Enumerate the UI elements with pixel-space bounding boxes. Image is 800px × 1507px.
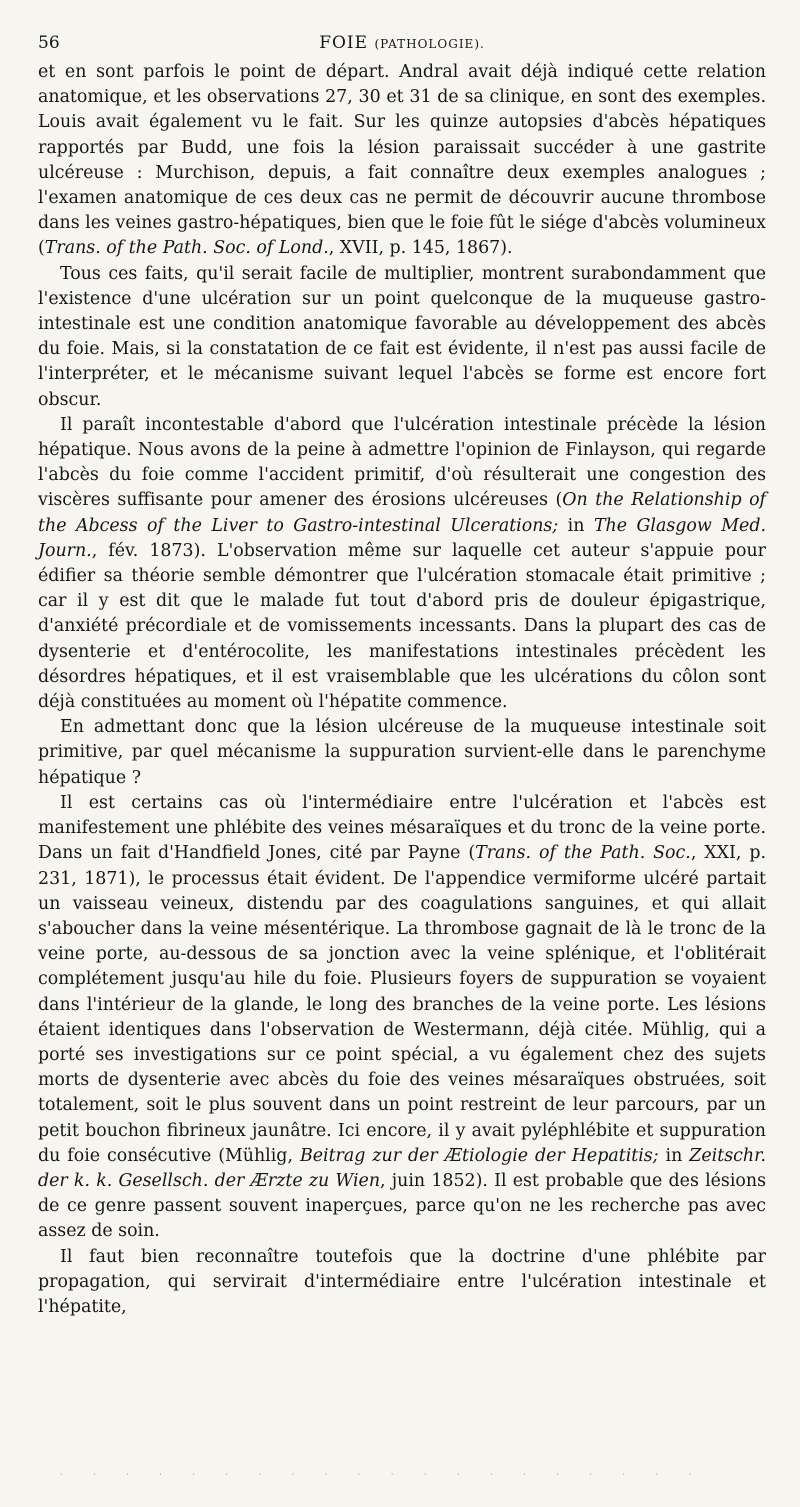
paragraph [38, 60, 766, 262]
paragraph [38, 715, 766, 791]
paragraph [38, 413, 766, 715]
citation-italic: The Glasgow Med. Journ. [38, 515, 766, 561]
text-run: Tous ces faits, qu'il serait facile de multiplier, montrent surabondamment que l'existence d'une ulcération sur un point quelconque de la muqueuse gastro-intestinale est une condition anatomique favorable au développement des abcès du foie. Mais, si la constatation de ce fait est évidente, il n'est pas aussi facile de l'interpréter, et le mécanisme suivant lequel l'abcès se forme est encore fort obscur. [38, 263, 766, 410]
running-head-title: FOIE [319, 33, 369, 53]
text-run: Il est certains cas où l'intermédiaire entre l'ulcération et l'abcès est manifestement une phlébite des veines mésaraïques et du tronc de la veine porte. Dans un fait d'Handfield Jones, cité par Payne ( [38, 792, 766, 864]
text-run: , XVII, p. 145, 1867). [328, 238, 513, 259]
citation-italic: Zeitschr. der k. k. Gesellsch. der Ærzte zu Wien [38, 1145, 767, 1191]
citation-italic: Beitrag zur der Ætiologie der Hepatitis; [299, 1145, 659, 1166]
paragraph [38, 262, 766, 413]
running-head [38, 30, 766, 57]
text-run: , fév. 1873). L'observation même sur laquelle cet auteur s'appuie pour édifier sa théorie semble démontrer que l'ulcération stomacale était primitive ; car il y est dit que le malade fut tout d'abord pris de douleur épigastrique, d'anxiété précordiale et de vomissements incessants. Dans la plupart des cas de dysenterie et d'entérocolite, les manifestations intestinales précèdent les désordres hépatiques, et il est vraisemblable que les ulcérations du côlon sont déjà constituées au moment où l'hépatite commence. [38, 540, 766, 713]
text-run: En admettant donc que la lésion ulcéreuse de la muqueuse intestinale soit primitive, par quel mécanisme la suppuration survient-elle dans le parenchyme hépatique ? [38, 717, 766, 788]
paragraph [38, 1245, 766, 1321]
page-header [38, 30, 766, 56]
page-number: 56 [38, 33, 60, 53]
paragraph [38, 791, 766, 1245]
text-run: , XXI, p. 231, 1871), le processus était évident. De l'appendice vermiforme ulcéré partait un vaisseau veineux, distendu par des coagulations sanguines, et qui allait s'aboucher dans la veine mésentérique. La thrombose gagnait de là le tronc de la veine porte, au-dessous de sa jonction avec la veine splénique, et l'oblitérait complétement jusqu'au hile du foie. Plusieurs foyers de suppuration se voyaient dans l'intérieur de la glande, le long des branches de la veine porte. Les lésions étaient identiques dans l'observation de Westermann, déjà citée. Mühlig, qui a porté ses investigations sur ce point spécial, a vu également chez des sujets morts de dysenterie avec abcès du foie des veines mésaraïques obstruées, soit totalement, soit le plus souvent dans un point restreint de leur parcours, par un petit bouchon fibrineux jaunâtre. Ici encore, il y avait pyléphlébite et suppuration du foie consécutive (Mühlig, [38, 843, 767, 1166]
citation-italic: On the Relationship of the Abcess of the Liver to Gastro-intestinal Ulcerations; [38, 490, 766, 536]
scan-artifact-marks: · · · · · · · · · · · · · · · · · · · · [60, 1470, 706, 1476]
article-body [38, 60, 766, 1320]
text-run: et en sont parfois le point de départ. Andral avait déjà indiqué cette relation anatomique, et les observations 27, 30 et 31 de sa clinique, en sont des exemples. Louis avait également vu le fait. Sur les quinze autopsies d'abcès hépatiques rapportés par Budd, une fois la lésion paraissait succéder à une gastrite ulcéreuse : Murchison, depuis, a fait connaître deux exemples analogues ; l'examen anatomique de ces deux cas ne permit de découvrir aucune thrombose dans les veines gastro-hépatiques, bien que le foie fût le siége d'abcès volumineux ( [38, 62, 766, 259]
text-run: Il faut bien reconnaître toutefois que la doctrine d'une phlébite par propagation, qui servirait d'intermédiaire entre l'ulcération intestinale et l'hépatite, [38, 1246, 766, 1317]
text-run: in [558, 515, 594, 536]
text-run: , juin 1852). Il est probable que des lésions de ce genre passent souvent inaperçues, parce qu'on ne les recherche pas avec assez de soin. [38, 1170, 767, 1242]
running-head-subtitle: (PATHOLOGIE). [374, 37, 485, 51]
text-run: in [658, 1145, 690, 1166]
book-page [38, 30, 766, 1320]
citation-italic: Trans. of the Path. Soc. of Lond. [44, 238, 329, 259]
citation-italic: Trans. of the Path. Soc. [475, 843, 691, 864]
text-run: Il paraît incontestable d'abord que l'ulcération intestinale précède la lésion hépatique. Nous avons de la peine à admettre l'opinion de Finlayson, qui regarde l'abcès du foie comme l'accident primitif, d'où résulterait une congestion des viscères suffisante pour amener des érosions ulcéreuses ( [38, 414, 766, 511]
